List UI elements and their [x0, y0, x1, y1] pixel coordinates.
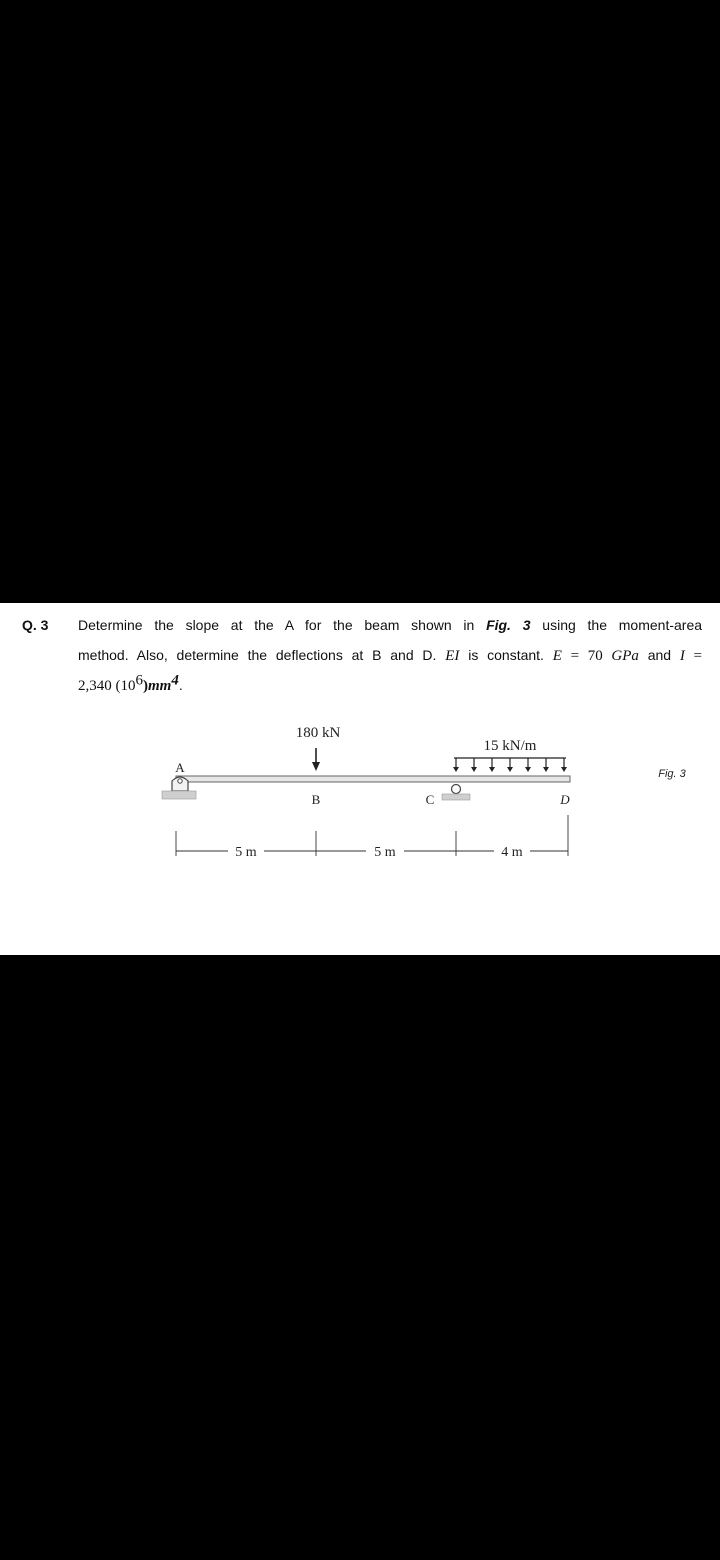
figure-caption: Fig. 3: [658, 768, 686, 780]
fig-reference: Fig.: [486, 617, 511, 633]
roller-support-C: [442, 785, 470, 801]
question-text-1a: Determine the slope at the A for the beam shown in: [78, 617, 487, 633]
equals-sign: =: [684, 648, 703, 664]
symbol-E: E: [552, 648, 562, 664]
point-load-arrow: [312, 748, 320, 771]
inertia-unit: mm: [148, 678, 172, 694]
distributed-load-arrows: [453, 758, 567, 772]
symbol-EI: EI: [445, 648, 460, 664]
question-panel: [0, 603, 720, 955]
inertia-unit-exponent: 4: [171, 672, 179, 689]
point-load-label: 180 kN: [295, 725, 341, 741]
beam-figure: [0, 603, 720, 955]
distributed-load-label: 15 kN/m: [483, 738, 537, 754]
symbol-I: I: [679, 648, 685, 664]
unit-GPa: GPa: [611, 648, 639, 664]
point-D-label: D: [560, 792, 570, 807]
dimension-CD: 4 m: [501, 845, 523, 860]
and-word: and: [638, 647, 680, 663]
question-text-2b: is constant.: [459, 647, 553, 663]
point-C-label: C: [425, 792, 435, 807]
question-text-1b: using the moment-area: [530, 617, 703, 633]
inertia-close-paren: ): [143, 678, 148, 694]
inertia-period: .: [178, 677, 183, 693]
inertia-value: 2,340 (10: [78, 678, 136, 694]
point-B-label: B: [311, 792, 321, 807]
dimension-AB: 5 m: [235, 845, 257, 860]
beam: [176, 776, 570, 782]
modulus-value: = 70: [561, 648, 612, 664]
point-A-label: A: [175, 760, 185, 775]
question-text-2a: method. Also, determine the deflections at B and D.: [78, 647, 446, 663]
fig-reference-number: 3: [522, 617, 531, 633]
dimension-BC: 5 m: [374, 845, 396, 860]
inertia-exponent: 6: [135, 672, 143, 689]
question-number: Q. 3: [22, 617, 49, 633]
